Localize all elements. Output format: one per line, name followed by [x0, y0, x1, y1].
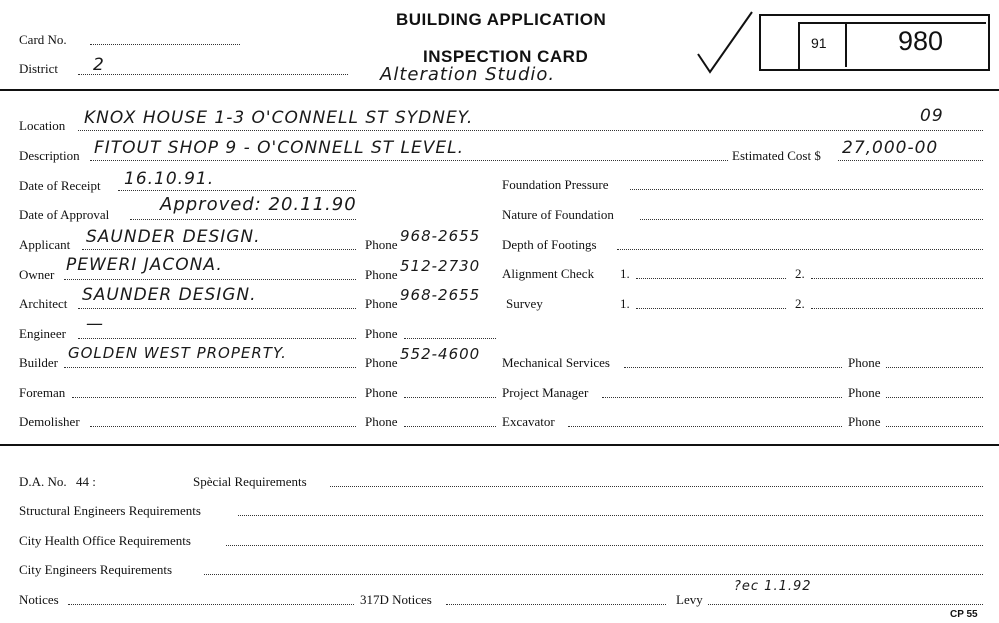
depth-footings-field[interactable]: [617, 249, 983, 250]
checkmark-icon: [690, 6, 762, 76]
foreman-phone-label: Phone: [365, 385, 398, 400]
estimated-cost-field[interactable]: [838, 160, 983, 161]
alignment-check-2-field[interactable]: [811, 278, 983, 279]
notices-field[interactable]: [68, 604, 354, 605]
survey-2-label: 2.: [795, 296, 805, 311]
foreman-label: Foreman: [19, 385, 66, 400]
foreman-field[interactable]: [72, 397, 356, 398]
alignment-check-2-label: 2.: [795, 266, 805, 281]
date-receipt-label: Date of Receipt: [19, 178, 101, 193]
box-divider: [845, 22, 847, 67]
engineer-label: Engineer: [19, 326, 66, 341]
structural-requirements-label: Structural Engineers Requirements: [19, 503, 201, 518]
date-receipt-field[interactable]: [118, 190, 356, 191]
handwritten-subtitle: Alteration Studio.: [380, 64, 556, 85]
requirements-divider: [0, 444, 999, 446]
levy-value: ?ec 1.1.92: [734, 579, 812, 594]
engineer-phone-label: Phone: [365, 326, 398, 341]
engineer-value: —: [86, 314, 104, 334]
architect-field[interactable]: [78, 308, 356, 309]
nature-foundation-label: Nature of Foundation: [502, 207, 614, 222]
description-label: Description: [19, 148, 80, 163]
owner-value: PEWERI JACONA.: [66, 255, 223, 275]
owner-label: Owner: [19, 267, 55, 282]
project-manager-phone-label: Phone: [848, 385, 881, 400]
location-code: 09: [920, 106, 944, 126]
structural-requirements-field[interactable]: [238, 515, 983, 516]
excavator-phone-field[interactable]: [886, 426, 983, 427]
estimated-cost-label: Estimated Cost $: [732, 148, 821, 163]
applicant-value: SAUNDER DESIGN.: [86, 227, 261, 247]
health-requirements-label: City Health Office Requirements: [19, 533, 191, 548]
description-value: FITOUT SHOP 9 - O'CONNELL ST LEVEL.: [94, 138, 465, 158]
form-code: CP 55: [950, 609, 978, 620]
survey-2-field[interactable]: [811, 308, 983, 309]
alignment-check-1-label: 1.: [620, 266, 630, 281]
special-requirements-label: Spècial Requirements: [193, 474, 307, 489]
survey-label: Survey: [506, 296, 543, 311]
estimated-cost-value: 27,000-00: [842, 138, 939, 158]
excavator-label: Excavator: [502, 414, 555, 429]
box-left-number: 91: [811, 35, 827, 51]
builder-label: Builder: [19, 355, 58, 370]
project-manager-label: Project Manager: [502, 385, 589, 400]
foundation-pressure-field[interactable]: [630, 189, 983, 190]
district-label: District: [19, 61, 58, 76]
levy-field[interactable]: [708, 604, 983, 605]
box-right-number: 980: [898, 26, 944, 56]
mechanical-phone-field[interactable]: [886, 367, 983, 368]
builder-phone-label: Phone: [365, 355, 398, 370]
owner-phone-value: 512-2730: [400, 257, 481, 275]
project-manager-field[interactable]: [602, 397, 842, 398]
district-value: 2: [93, 55, 105, 75]
applicant-field[interactable]: [82, 249, 356, 250]
architect-label: Architect: [19, 296, 68, 311]
card-no-label: Card No.: [19, 32, 67, 47]
demolisher-phone-field[interactable]: [404, 426, 496, 427]
mechanical-services-field[interactable]: [624, 367, 842, 368]
depth-footings-label: Depth of Footings: [502, 237, 597, 252]
special-requirements-field[interactable]: [330, 486, 983, 487]
header-divider: [0, 89, 999, 91]
architect-phone-value: 968-2655: [400, 286, 481, 304]
location-value: KNOX HOUSE 1-3 O'CONNELL ST SYDNEY.: [84, 108, 474, 128]
district-field[interactable]: [78, 74, 348, 75]
applicant-phone-value: 968-2655: [400, 227, 481, 245]
alignment-check-1-field[interactable]: [636, 278, 786, 279]
builder-value: GOLDEN WEST PROPERTY.: [68, 344, 287, 362]
card-no-field[interactable]: [90, 44, 240, 45]
architect-value: SAUNDER DESIGN.: [82, 285, 257, 305]
project-manager-phone-field[interactable]: [886, 397, 983, 398]
notices-317d-field[interactable]: [446, 604, 666, 605]
form-title-line1: BUILDING APPLICATION: [396, 10, 607, 29]
mechanical-phone-label: Phone: [848, 355, 881, 370]
location-label: Location: [19, 118, 66, 133]
foreman-phone-field[interactable]: [404, 397, 496, 398]
owner-field[interactable]: [64, 279, 356, 280]
architect-phone-label: Phone: [365, 296, 398, 311]
builder-phone-value: 552-4600: [400, 345, 481, 363]
da-no-label: D.A. No.: [19, 474, 67, 489]
date-approval-field[interactable]: [130, 219, 356, 220]
excavator-field[interactable]: [568, 426, 842, 427]
form-title-line2: INSPECTION CARD: [423, 47, 589, 66]
engineer-phone-field[interactable]: [404, 338, 496, 339]
date-approval-value: Approved: 20.11.90: [160, 194, 357, 215]
nature-foundation-field[interactable]: [640, 219, 983, 220]
da-no-value: 44 :: [76, 474, 96, 489]
applicant-label: Applicant: [19, 237, 71, 252]
alignment-check-label: Alignment Check: [502, 266, 595, 281]
city-engineers-requirements-label: City Engineers Requirements: [19, 562, 173, 577]
engineer-field[interactable]: [78, 338, 356, 339]
date-approval-label: Date of Approval: [19, 207, 110, 222]
date-receipt-value: 16.10.91.: [124, 169, 215, 189]
mechanical-services-label: Mechanical Services: [502, 355, 610, 370]
health-requirements-field[interactable]: [226, 545, 983, 546]
levy-label: Levy: [676, 592, 703, 607]
location-field[interactable]: [78, 130, 983, 131]
owner-phone-label: Phone: [365, 267, 398, 282]
excavator-phone-label: Phone: [848, 414, 881, 429]
demolisher-field[interactable]: [90, 426, 356, 427]
survey-1-label: 1.: [620, 296, 630, 311]
applicant-phone-label: Phone: [365, 237, 398, 252]
description-field[interactable]: [90, 160, 728, 161]
demolisher-label: Demolisher: [19, 414, 80, 429]
city-engineers-requirements-field[interactable]: [204, 574, 983, 575]
builder-field[interactable]: [64, 367, 356, 368]
survey-1-field[interactable]: [636, 308, 786, 309]
demolisher-phone-label: Phone: [365, 414, 398, 429]
notices-label: Notices: [19, 592, 59, 607]
foundation-pressure-label: Foundation Pressure: [502, 177, 609, 192]
notices-317d-label: 317D Notices: [360, 592, 432, 607]
